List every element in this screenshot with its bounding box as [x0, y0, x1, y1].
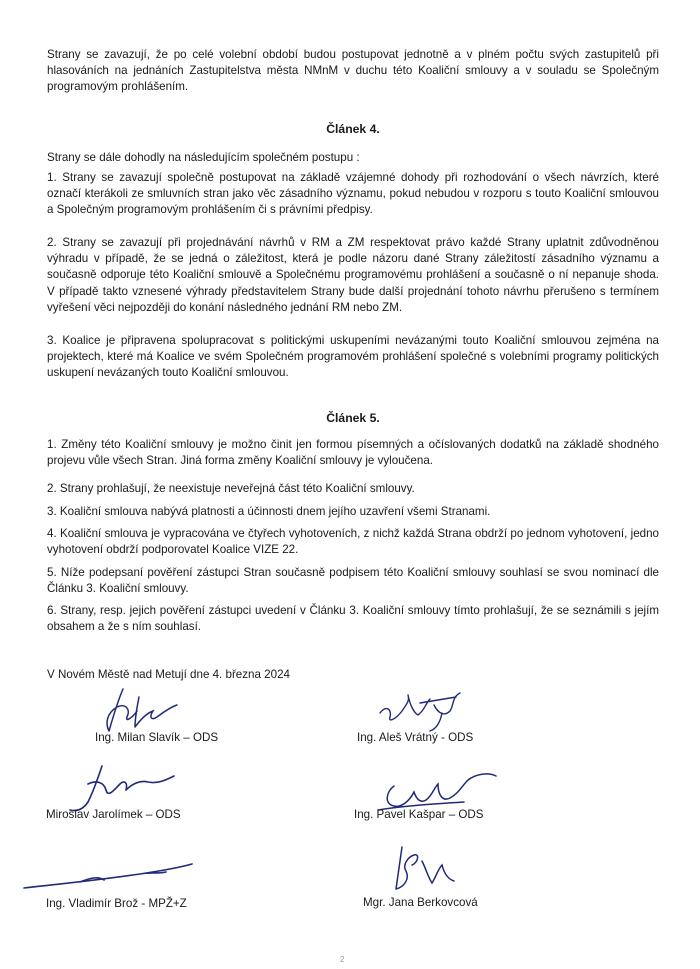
signatory-name-vratny: Ing. Aleš Vrátný - ODS	[357, 731, 474, 744]
article-4-item-2: 2. Strany se zavazují při projednávání návrhů v RM a ZM respektovat právo každé Strany uplatnit zdůvodněnou výhradu v případě, že se jedná o záležitost, která je podle názoru dané Strany záležitostí zásadního významu a současně odporuje této Koaliční smlouvě a Společnému programovému prohlášení a současně o ní nepanuje shoda. V případě takto vznesené výhrady představitelem Strany bude další projednání tohoto návrhu přerušeno s termínem vyřešení věci nejpozději do konání následného jednání RM nebo ZM.	[47, 236, 659, 314]
article-4-item-3: 3. Koalice je připravena spolupracovat s politickými uskupeními nevázanými touto Koaliční smlouvou zejména na projektech, které má Koalice ve svém Společném programovém prohlášení společné s volebními programy politických uskupení nevázaných touto Koaliční smlouvou.	[47, 334, 659, 380]
signature-scribble-berkovcova	[388, 843, 458, 895]
article-5-item-3: 3. Koaliční smlouva nabývá platnosti a účinnosti dnem jejího uzavření všemi Stranami.	[47, 505, 491, 518]
article-5-item-2-block	[47, 481, 659, 497]
article-5-item-6-block	[47, 603, 659, 635]
article-4-item-3-block	[47, 333, 659, 382]
signatory-name-slavik: Ing. Milan Slavík – ODS	[95, 731, 219, 744]
article-5-heading: Článek 5.	[326, 411, 380, 425]
article-5	[47, 410, 659, 426]
article-4-lead: Strany se dále dohodly na následujícím společném postupu :	[47, 151, 360, 164]
article-5-item-6: 6. Strany, resp. jejich pověření zástupci uvedení v Článku 3. Koaliční smlouvy tímto prohlašují, že se seznámili s jejím obsahem a že s ním souhlasí.	[47, 604, 659, 634]
article-5-item-1: 1. Změny této Koaliční smlouvy je možno činit jen formou písemných a očíslovaných dodatků na základě shodného projevu vůle všech Stran. Jiná forma změny Koaliční smlouvy je vyloučena.	[47, 438, 659, 468]
article-5-item-1-block	[47, 437, 659, 469]
intro-section	[47, 47, 659, 96]
signatory-name-kaspar: Ing. Pavel Kašpar – ODS	[354, 808, 484, 821]
article-5-item-2: 2. Strany prohlašují, že neexistuje neveřejná část této Koaliční smlouvy.	[47, 482, 415, 495]
article-4-item-2-block	[47, 235, 659, 316]
article-4	[47, 121, 659, 137]
article-4-item-1-block	[47, 170, 659, 219]
article-5-item-3-block	[47, 504, 659, 520]
page-number: 2	[340, 955, 345, 964]
signatory-name-broz: Ing. Vladimír Brož - MPŽ+Z	[46, 897, 187, 910]
article-5-item-5-block	[47, 565, 659, 597]
article-4-heading: Článek 4.	[326, 122, 380, 136]
article-4-lead-block	[47, 150, 659, 166]
signatory-name-berkovcova: Mgr. Jana Berkovcová	[363, 896, 478, 909]
article-5-item-4-block	[47, 526, 659, 558]
signature-scribble-vratny	[372, 683, 472, 733]
article-5-item-5: 5. Níže podepsaní pověření zástupci Stran současně podpisem této Koaliční smlouvy souhlasí se svou nominací dle Článku 3. Koaliční smlouvy.	[47, 566, 659, 596]
signatory-name-jarolimek: Miroslav Jarolímek – ODS	[46, 808, 181, 821]
article-4-item-1: 1. Strany se zavazují společně postupovat na základě vzájemné dohody při rozhodování o všech návrzích, které označí kterákoli ze smluvních stran jako věc zásadního významu, pokud nebudou v rozporu s touto Koaliční smlouvou a Společným programovým prohlášením či s právními předpisy.	[47, 171, 659, 217]
place-and-date: V Novém Městě nad Metují dne 4. března 2024	[47, 668, 290, 681]
intro-paragraph: Strany se zavazují, že po celé volební období budou postupovat jednotně a v plném počtu svých zastupitelů při hlasováních na jednáních Zastupitelstva města NMnM v duchu této Koaliční smlouvy a v souladu se Společným programovým prohlášením.	[47, 48, 659, 94]
signature-scribble-broz	[20, 862, 200, 892]
article-5-item-4: 4. Koaliční smlouva je vypracována ve čtyřech vyhotoveních, z nichž každá Strana obdrží po jednom vyhotovení, jedno vyhotovení obdrží podporovatel Koalice VIZE 22.	[47, 527, 659, 557]
